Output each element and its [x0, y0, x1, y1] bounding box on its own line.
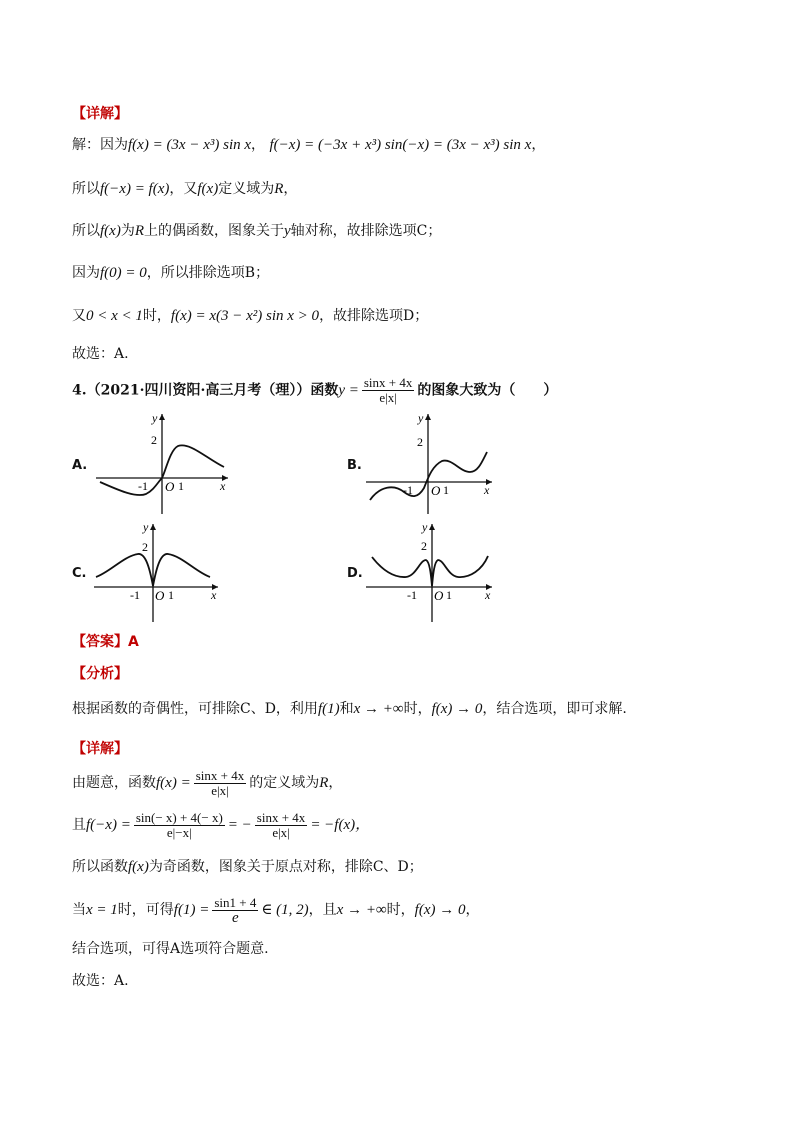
- solution-conclusion-2: 故选：A.: [72, 973, 129, 989]
- option-d-label: D.: [347, 566, 363, 581]
- option-d-graph: [364, 518, 496, 624]
- y-axis-arrow: [150, 524, 156, 530]
- svg-text:1: 1: [168, 588, 174, 602]
- svg-text:O: O: [155, 588, 165, 603]
- svg-text:x: x: [220, 479, 226, 493]
- svg-text:x: x: [211, 588, 217, 602]
- detail-line-2: 且f(−x) = $\frac{\sin(- x) + 4(- x)}{e|-x|}$ = − $\frac{\sin x + 4x}{e|x|}$ = −f(x)，: [72, 809, 371, 840]
- solution-conclusion-1: 故选：A.: [72, 346, 129, 362]
- analysis-heading: 【分析】: [72, 666, 128, 682]
- svg-text:2: 2: [417, 435, 423, 449]
- svg-text:2: 2: [142, 540, 148, 554]
- question-fraction: $\frac{\sin x + 4x}{e|x|}$: [363, 375, 413, 405]
- svg-text:-1: -1: [138, 479, 148, 493]
- y-axis-arrow: [425, 414, 431, 420]
- section-detail-heading-2: 【详解】: [72, 741, 128, 757]
- svg-text:x: x: [484, 483, 490, 497]
- svg-text:1: 1: [178, 479, 184, 493]
- solution-line-2: 所以f(−x) = f(x)，又f(x)定义域为R，: [72, 181, 298, 197]
- svg-text:1: 1: [446, 588, 452, 602]
- y-axis-arrow: [429, 524, 435, 530]
- option-b-label: B.: [347, 458, 362, 473]
- svg-text:y: y: [143, 520, 149, 534]
- svg-text:2: 2: [421, 539, 427, 553]
- option-b-graph: [364, 406, 496, 516]
- curve-d: [372, 556, 488, 586]
- answer-line: 【答案】A: [72, 634, 139, 650]
- svg-text:y: y: [152, 411, 158, 425]
- detail-line-1: 由题意，函数f(x) = $\frac{\sin x + 4x}{e|x|}$ 的定义域为R，: [72, 767, 343, 798]
- question-4-stem: 4.（2021·四川资阳·高三月考（理））函数y = $\frac{\sin x + 4x}{e|x|}$ 的图象大致为（ ）: [72, 375, 558, 405]
- svg-text:1: 1: [443, 483, 449, 497]
- svg-text:O: O: [434, 588, 444, 603]
- option-a-label: A.: [72, 458, 88, 473]
- svg-text:y: y: [418, 411, 424, 425]
- svg-text:-1: -1: [403, 483, 413, 497]
- option-a-graph: [92, 406, 242, 516]
- svg-text:2: 2: [151, 433, 157, 447]
- detail-line-4: 当x = 1时，可得f(1) = $\frac{\sin 1 + 4}{e}$ ∈ (1, 2)，且x → +∞时，f(x) → 0，: [72, 894, 480, 926]
- option-c-label: C.: [72, 566, 87, 581]
- option-c-graph: [92, 518, 222, 624]
- svg-text:O: O: [431, 483, 441, 498]
- solution-line-5: 又0 < x < 1时，f(x) = x(3 − x²) sin x > 0，故排除选项D；: [72, 308, 429, 324]
- svg-text:y: y: [422, 520, 428, 534]
- detail-line-3: 所以函数f(x)为奇函数，图象关于原点对称，排除C、D；: [72, 859, 423, 875]
- solution-line-4: 因为f(0) = 0，所以排除选项B；: [72, 265, 270, 281]
- y-axis-arrow: [159, 414, 165, 420]
- svg-text:O: O: [165, 479, 175, 494]
- svg-text:-1: -1: [407, 588, 417, 602]
- svg-text:-1: -1: [130, 588, 140, 602]
- section-detail-heading: 【详解】: [72, 106, 128, 122]
- analysis-text: 根据函数的奇偶性，可排除C、D，利用f(1)和x → +∞时，f(x) → 0，结合选项，即可求解.: [72, 701, 627, 717]
- detail-line-5: 结合选项，可得A选项符合题意.: [72, 941, 269, 957]
- solution-line-3: 所以f(x)为R上的偶函数，图象关于y轴对称，故排除选项C；: [72, 223, 442, 239]
- solution-line-1: 解：因为f(x) = (3x − x³) sin x， f(−x) = (−3x + x³) sin(−x) = (3x − x³) sin x，: [72, 137, 546, 153]
- svg-text:x: x: [485, 588, 491, 602]
